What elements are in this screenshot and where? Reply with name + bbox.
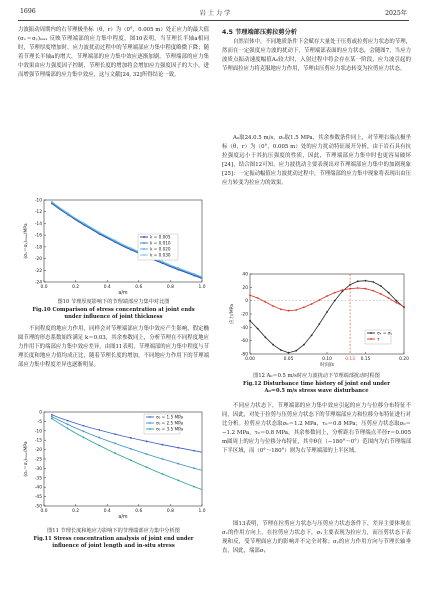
- y-tick-label: -5: [37, 419, 42, 425]
- x-tick-label: 0.4: [103, 285, 111, 290]
- data-point: [388, 297, 390, 299]
- x-tick-label: 0.2: [72, 509, 80, 514]
- data-point: [193, 486, 195, 488]
- data-point: [177, 267, 179, 269]
- data-point: [318, 299, 320, 301]
- x-tick-label: 0.15: [360, 357, 371, 362]
- legend-label: k = 0.010: [150, 240, 171, 246]
- x-tick-label: 0.8: [166, 285, 174, 290]
- data-point: [83, 436, 85, 438]
- data-point: [295, 309, 297, 311]
- data-point: [83, 430, 85, 432]
- x-tick-label: 0.0: [40, 285, 48, 290]
- x-axis-label: a/m: [118, 515, 128, 520]
- data-point: [130, 459, 132, 461]
- legend-marker: [143, 248, 145, 250]
- y-tick-label: -24: [34, 280, 42, 286]
- data-point: [334, 292, 336, 294]
- data-point: [162, 444, 164, 446]
- data-point: [380, 285, 382, 287]
- data-point: [98, 429, 100, 431]
- data-point: [288, 310, 290, 312]
- journal-name: 岩 土 力 学: [199, 10, 231, 17]
- data-point: [265, 301, 267, 303]
- legend-marker: [149, 416, 151, 418]
- y-axis-label: 应力/MPa: [230, 303, 235, 325]
- header-rule: [18, 20, 409, 21]
- data-point: [177, 480, 179, 482]
- fig11-caption: [16, 528, 211, 551]
- y-tick-label: 40: [242, 272, 248, 278]
- data-point: [380, 293, 382, 295]
- y-tick-label: -50: [34, 504, 42, 510]
- data-point: [272, 305, 274, 307]
- data-point: [193, 467, 195, 469]
- data-point: [395, 300, 397, 302]
- legend-label: σ₀ = 3.5 MPa: [156, 426, 184, 432]
- data-point: [311, 303, 313, 305]
- x-axis-label: a/m: [118, 291, 128, 296]
- x-tick-label: 0.4: [103, 509, 111, 514]
- data-point: [288, 352, 290, 354]
- fig12-caption: [220, 373, 413, 396]
- fig10-caption-en-1: Fig.10 Comparison of stress concentration at joint ends: [32, 306, 195, 313]
- y-tick-label: -60: [240, 339, 248, 345]
- legend-marker: [143, 242, 145, 244]
- data-point: [372, 290, 374, 292]
- data-point: [114, 433, 116, 435]
- data-point: [146, 466, 148, 468]
- data-point: [318, 323, 320, 325]
- x-tick-label: 1.0: [198, 509, 206, 514]
- x-tick-label: 0.10: [322, 357, 332, 362]
- data-point: [357, 287, 359, 289]
- data-point: [349, 288, 351, 290]
- y-tick-label: -10: [34, 429, 42, 435]
- data-point: [177, 463, 179, 465]
- fig10-caption-cn: 图10 节理厚度影响下的节理端部应力集中对比图: [57, 299, 170, 305]
- data-point: [146, 440, 148, 442]
- series-line: [52, 202, 202, 277]
- left-para-1: 力波振动周期内的右节理极坐标（θ，r）为（0°，0.005 m）处正应力的最大值(σₓ＝σᵧ)ₘₐₓ 反映节理端部的应力集中程度，图10表明，当节理长半轴a相同时，节理厚度增加时，应力波扰动过程中的节理端部应力集中程度略微下降；随着节理长半轴a的增大，节理端部的应力集中效应逐渐加剧。节理端部的应力集中效果由应力强度因子控制，节理长度的增加将会增加应力强度因子的大小，进而增强节理端部的应力集中效应，这与文献[24, 32]所得结论一致。: [18, 27, 209, 79]
- fig11-caption-en-1: Fig.11 Stress concentration analysis of joint end under: [33, 535, 194, 542]
- data-point: [177, 447, 179, 449]
- y-tick-label: -18: [34, 245, 42, 251]
- x-tick-label: 1.0: [198, 285, 206, 290]
- data-point: [403, 306, 405, 308]
- x-tick-label: 0.05: [283, 357, 294, 362]
- y-tick-label: -20: [240, 312, 248, 318]
- y-tick-label: -20: [34, 257, 42, 263]
- y-tick-label: -20: [34, 448, 42, 454]
- data-point: [342, 289, 344, 291]
- legend-marker: [143, 236, 145, 238]
- y-tick-label: -16: [34, 233, 42, 239]
- data-point: [334, 300, 336, 302]
- data-point: [130, 247, 132, 249]
- y-axis-label: (σₓ＝σᵧ)ₘₐₓ/MPa: [24, 223, 29, 259]
- legend-label: σₓ = σᵧ: [377, 330, 392, 336]
- series-line: [52, 203, 202, 278]
- data-point: [295, 350, 297, 352]
- data-point: [130, 437, 132, 439]
- journal-year: 2025年: [385, 10, 407, 17]
- series-line: [52, 202, 202, 277]
- left-para-2: 不同程度的地应力作用，同样会对节理端部应力集中效应产生影响，假定椭圆节理的形态系数始终满足 k＝0.03，其余参数同上，分析节理在不同程度地应力作用下的端部应力集中效应差异，由图11表明，节理端部的应力集中程度与节理长度和地应力值均成正比，随着节理长度的增加，不同地应力作用下的节理端部应力集中程度差异也逐渐明显。: [18, 326, 209, 369]
- section-heading: 4.5 节理端部压剪拉剪分析: [222, 29, 297, 36]
- y-tick-label: -35: [34, 476, 42, 482]
- legend-label: σ₀ = 2.5 MPa: [156, 420, 184, 426]
- series-line: [52, 204, 202, 279]
- data-point: [83, 222, 85, 224]
- data-point: [395, 302, 397, 304]
- x-tick-label: 0.0: [40, 509, 48, 514]
- data-point: [67, 424, 69, 426]
- fig11-caption-en-2: influence of joint length and in-situ stress: [52, 543, 175, 550]
- data-point: [67, 212, 69, 214]
- data-point: [303, 306, 305, 308]
- data-point: [272, 344, 274, 346]
- fig12-caption-en-1: Fig.12 Disturbance time history of joint end under: [243, 380, 390, 387]
- data-point: [98, 445, 100, 447]
- y-tick-label: -40: [240, 325, 248, 331]
- time-marker-label: 0.13: [345, 357, 355, 362]
- y-tick-label: -10: [34, 198, 42, 204]
- x-tick-label: 0.8: [166, 509, 174, 514]
- data-point: [257, 297, 259, 299]
- data-point: [326, 311, 328, 313]
- right-para-3: 不同应力状态下，节理端部的应力集中效应引起的应力与位移分布特征不同，因此，对处于拉剪与压剪应力状态下的节理端部应力和位移分布特征进行对比分析。拉剪应力状态取σ₀＝1.2 MPa，τ₀＝0.8 MPa；压剪应力状态取σ₀＝−1.2 MPa，τ₀＝0.8 MPa，其余参数同上，分析距右节理端点半径r＝0.005 m圆周上的应力与位移分布特征，其中θ在（−180°～0°）范围内为右节理端部下半区域，而（0°～180°）则为右节理端部的上半区域。: [222, 403, 411, 455]
- data-point: [326, 295, 328, 297]
- data-point: [311, 334, 313, 336]
- data-point: [365, 280, 367, 282]
- legend-marker: [149, 422, 151, 424]
- data-point: [114, 442, 116, 444]
- legend-label: τ: [377, 336, 380, 342]
- y-axis-label: (σₓ＝σᵧ)ₘₐₓ/MPa: [24, 441, 29, 477]
- data-point: [265, 336, 267, 338]
- y-tick-label: -45: [34, 495, 42, 501]
- x-tick-label: 0.20: [399, 357, 409, 362]
- fig11-chart: [20, 408, 210, 524]
- data-point: [303, 344, 305, 346]
- legend-label: k = 0.005: [150, 234, 171, 240]
- data-point: [67, 420, 69, 422]
- y-tick-label: -80: [240, 352, 248, 358]
- data-point: [388, 292, 390, 294]
- fig12-caption-cn: 图12 A₀＝0.5 m/s时应力波扰动下节理端部扰动时程图: [253, 373, 380, 379]
- data-point: [257, 328, 259, 330]
- y-tick-label: -22: [34, 268, 42, 274]
- data-point: [114, 452, 116, 454]
- data-point: [249, 294, 251, 296]
- y-tick-label: -25: [34, 457, 42, 463]
- y-tick-label: -12: [34, 210, 42, 216]
- data-point: [280, 349, 282, 351]
- y-tick-label: 0: [39, 410, 42, 416]
- data-point: [51, 414, 53, 416]
- legend-marker: [143, 254, 145, 256]
- fig10-caption-en-2: under influence of joint thickness: [64, 314, 163, 321]
- data-point: [83, 425, 85, 427]
- data-point: [98, 231, 100, 233]
- fig10-chart: [20, 196, 210, 299]
- data-point: [162, 261, 164, 263]
- data-point: [98, 437, 100, 439]
- right-para-1: 自然岩体中，不同地质条件下会赋存大量处于压剪或拉剪应力状态的节理，然而在一定强度应力波的扰动下，节理端部表面的应力状态，会随图7，当应力波质点振动速度幅值A₀较大时，入射过程中将会存在某一阶段，应力波引起的节理面拉应力将克服地应力作用，节理由压剪应力状态转变为拉剪应力状态。: [222, 39, 411, 73]
- data-point: [372, 281, 374, 283]
- legend-marker: [370, 332, 372, 334]
- data-point: [280, 308, 282, 310]
- data-point: [249, 320, 251, 322]
- data-point: [193, 273, 195, 275]
- data-point: [114, 240, 116, 242]
- fig11-caption-cn: 图11 节理长度和地应力影响下的节理端部应力集中分析图: [47, 528, 180, 534]
- fig10-caption: [16, 299, 211, 322]
- data-point: [67, 428, 69, 430]
- y-tick-label: -30: [34, 466, 42, 472]
- data-point: [51, 418, 53, 420]
- data-point: [193, 450, 195, 452]
- y-tick-label: -14: [34, 221, 42, 227]
- x-tick-label: 0.6: [135, 285, 143, 290]
- y-tick-label: 20: [242, 285, 248, 291]
- legend-label: k = 0.030: [150, 252, 171, 258]
- legend-marker: [149, 428, 151, 430]
- fig12-caption-en-2: A₀＝0.5 m/s stress wave disturbance: [264, 388, 369, 395]
- data-point: [357, 280, 359, 282]
- x-tick-label: 0.2: [72, 285, 80, 290]
- data-point: [162, 458, 164, 460]
- data-point: [162, 473, 164, 475]
- fig12-chart: [224, 270, 410, 372]
- y-tick-label: 0: [245, 299, 248, 305]
- data-point: [130, 448, 132, 450]
- data-point: [349, 284, 351, 286]
- series-line: [250, 288, 404, 311]
- legend-label: σ₀ = 1.5 MPa: [156, 414, 184, 420]
- x-tick-label: 0.00: [245, 357, 255, 362]
- data-point: [51, 416, 53, 418]
- x-tick-label: 0.6: [135, 509, 143, 514]
- y-tick-label: -40: [34, 485, 42, 491]
- data-point: [365, 288, 367, 290]
- y-tick-label: -15: [34, 438, 42, 444]
- data-point: [51, 201, 53, 203]
- x-axis-label: 时间/s: [320, 363, 334, 368]
- page-number: 1696: [20, 8, 36, 15]
- data-point: [146, 453, 148, 455]
- legend-label: k = 0.020: [150, 246, 171, 252]
- right-para-2: A₀取24.0.5 m/s，σ₀取1.5 MPa，其余参数条件同上，对节理右端点极坐标（θ，r）为（0°，0.005 m）处的应力扰动特征展开分析，由于岩石具有抗拉强度远小于其抗压强度的性质，因此，节理端部应力集中时也更容易破坏[24]，结合图12可知，应力波扰动主要表现出对节理端部应力集中的加剧现象[25]：一定振动幅值应力波扰动过程中，节理端部的应力集中现象将表现出由压应力转变为拉应力的效果。: [222, 135, 411, 187]
- right-para-4: 图13表明，节理在拉剪应力状态与压剪应力状态条件下，差异主要体现在σₓ的作用方向上，在拉剪应力状态下，σₓ主要表现为拉应力，而压剪状态下表现和反，受节理面应力的影响并不完全对称；σᵧ的应力作用方向与节理长轴垂直，因此，端部σᵧ: [222, 521, 411, 555]
- legend-marker: [370, 338, 372, 340]
